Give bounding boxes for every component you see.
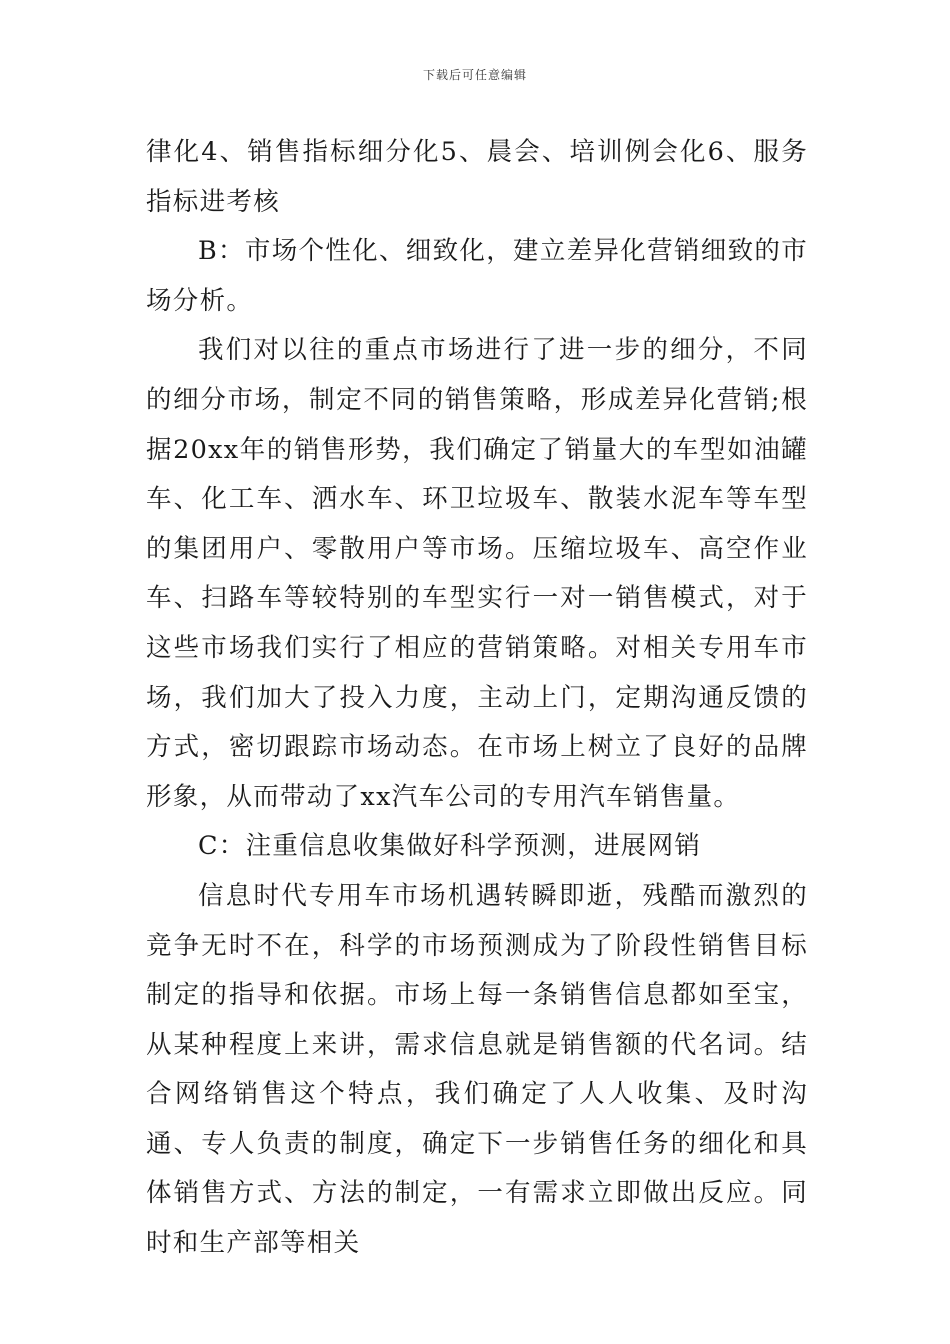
page-header: 下载后可任意编辑: [422, 68, 527, 82]
paragraph-3: 我们对以往的重点市场进行了进一步的细分，不同的细分市场，制定不同的销售策略，形成差异化营销;根据20xx年的销售形势，我们确定了销量大的车型如油罐车、化工车、洒水车、环卫垃圾车、散装水泥车等车型的集团用户、零散用户等市场。压缩垃圾车、高空作业车、扫路车等较特别的车型实行一对一销售模式，对于这些市场我们实行了相应的营销策略。对相关专用车市场，我们加大了投入力度，主动上门，定期沟通反馈的方式，密切跟踪市场动态。在市场上树立了良好的品牌形象，从而带动了xx汽车公司的专用汽车销售量。: [146, 335, 808, 812]
paragraph-1: 律化4、销售指标细分化5、晨会、培训例会化6、服务指标进考核: [146, 137, 808, 217]
paragraph-2: B：市场个性化、细致化，建立差异化营销细致的市场分析。: [146, 236, 808, 316]
paragraph-4: C：注重信息收集做好科学预测，进展网销: [198, 831, 702, 862]
document-body: [146, 128, 808, 1269]
paragraph-5: 信息时代专用车市场机遇转瞬即逝，残酷而激烈的竞争无时不在，科学的市场预测成为了阶段性销售目标制定的指导和依据。市场上每一条销售信息都如至宝，从某种程度上来讲，需求信息就是销售额的代名词。结合网络销售这个特点，我们确定了人人收集、及时沟通、专人负责的制度，确定下一步销售任务的细化和具体销售方式、方法的制定，一有需求立即做出反应。同时和生产部等相关: [146, 880, 808, 1259]
